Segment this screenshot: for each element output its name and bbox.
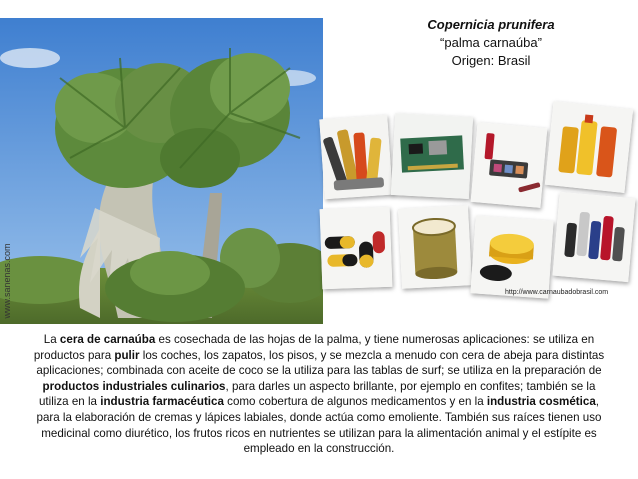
body-text-segment: , para darles un aspecto brillante, por ejemplo en confites; también se la utiliza en la (38, 379, 596, 409)
wax-tin-photo (470, 215, 553, 298)
body-paragraph (30, 332, 608, 457)
species-name: Copernicia prunifera (427, 17, 555, 32)
palm-tree-photo (0, 18, 323, 324)
body-bold-industriales: productos industriales culinarios (42, 379, 226, 393)
body-text-segment: , para la elaboración de cremas y lápices labiales, donde actúa como emoliente. También sus raíces tienen uso medicinal como diurético, los frutos ricos en nutrientes se utilizan para la alimentación animal y el estípite es empleado en la construcción. (36, 395, 602, 456)
lipstick-cosmetics-photo (471, 122, 548, 208)
body-bold-cosmetica: industria cosmética (486, 395, 596, 409)
common-name: “palma carnaúba” (440, 35, 542, 50)
body-text-segment: los coches, los zapatos, los pisos, y se mezcla a menudo con cera de abeja para distintas aplicaciones; combinada con aceite de coco se la utiliza para las tablas de surf; se utiliza en la preparación de (36, 348, 605, 378)
photo-watermark: www.sanenas.com (2, 243, 12, 319)
body-bold-pulir: pulir (114, 348, 140, 362)
cleaning-products-photo (545, 101, 633, 193)
body-text-segment: La (43, 333, 60, 346)
body-bold-cera: cera de carnaúba (59, 333, 156, 346)
species-header (366, 16, 616, 70)
capsules-photo (320, 207, 393, 289)
body-text-segment: como cobertura de algunos medicamentos y en la (223, 395, 487, 409)
source-url: http://www.carnaubadobrasil.com (505, 289, 609, 296)
body-text-segment: es cosechada de las hojas de la palma, y tiene numerosas aplicaciones: se utiliza en productos para (33, 333, 595, 362)
body-bold-farmaceutica: industria farmacéutica (100, 395, 224, 409)
spray-bottles-photo (319, 115, 392, 200)
origin-label: Origen: Brasil (451, 53, 531, 68)
deodorant-sticks-photo (552, 192, 635, 282)
circuit-board-photo (391, 113, 473, 199)
paint-can-photo (398, 205, 472, 289)
